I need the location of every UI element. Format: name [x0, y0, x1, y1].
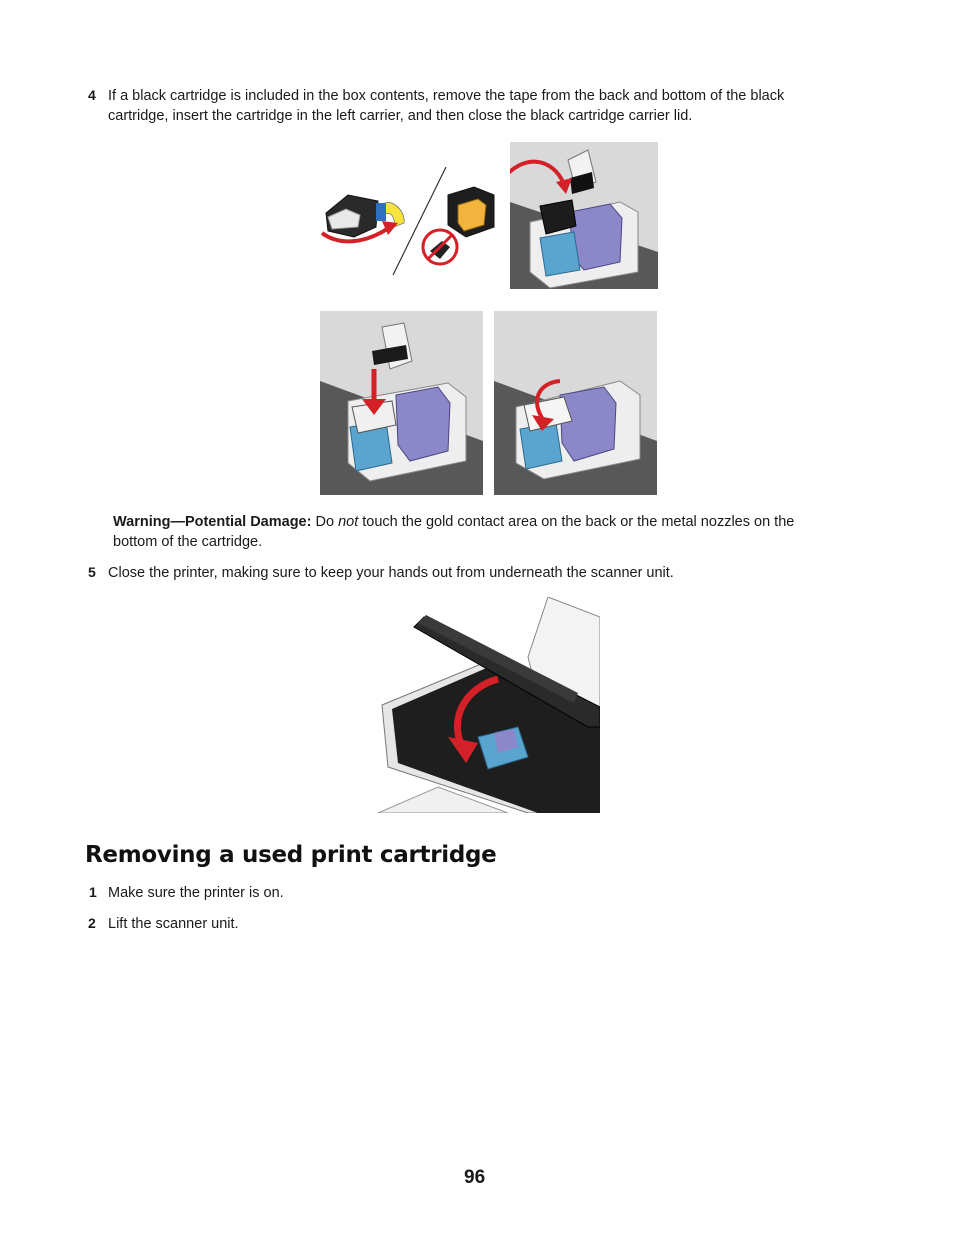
- step-text: Make sure the printer is on.: [108, 885, 284, 901]
- step-number: 5: [88, 564, 96, 580]
- step-text: If a black cartridge is included in the box contents, remove the tape from the back and bottom of the black: [108, 88, 785, 104]
- warning-text-line2: bottom of the cartridge.: [113, 534, 263, 550]
- step-number: 2: [88, 915, 96, 931]
- step-number: 1: [89, 884, 97, 900]
- insert-black-cartridge-illustration: [510, 142, 658, 289]
- section-title: Removing a used print cartridge: [85, 842, 497, 868]
- warning-note: [113, 512, 794, 532]
- step-text: Lift the scanner unit.: [108, 916, 239, 932]
- press-cartridge-illustration: [320, 311, 483, 495]
- warning-text: touch the gold contact area on the back or the metal nozzles on the: [358, 514, 795, 530]
- step-number: 4: [88, 87, 96, 103]
- close-printer-illustration: [378, 597, 600, 813]
- warning-emphasis: not: [338, 514, 359, 530]
- cartridge-tape-removal-illustration: [318, 165, 498, 277]
- page-number: 96: [464, 1167, 486, 1188]
- warning-label: Warning—Potential Damage:: [113, 514, 312, 530]
- warning-text: Do: [311, 514, 339, 530]
- step-text: Close the printer, making sure to keep your hands out from underneath the scanner unit.: [108, 565, 674, 581]
- step-text: cartridge, insert the cartridge in the left carrier, and then close the black cartridge carrier lid.: [108, 108, 693, 124]
- close-carrier-lid-illustration: [494, 311, 657, 495]
